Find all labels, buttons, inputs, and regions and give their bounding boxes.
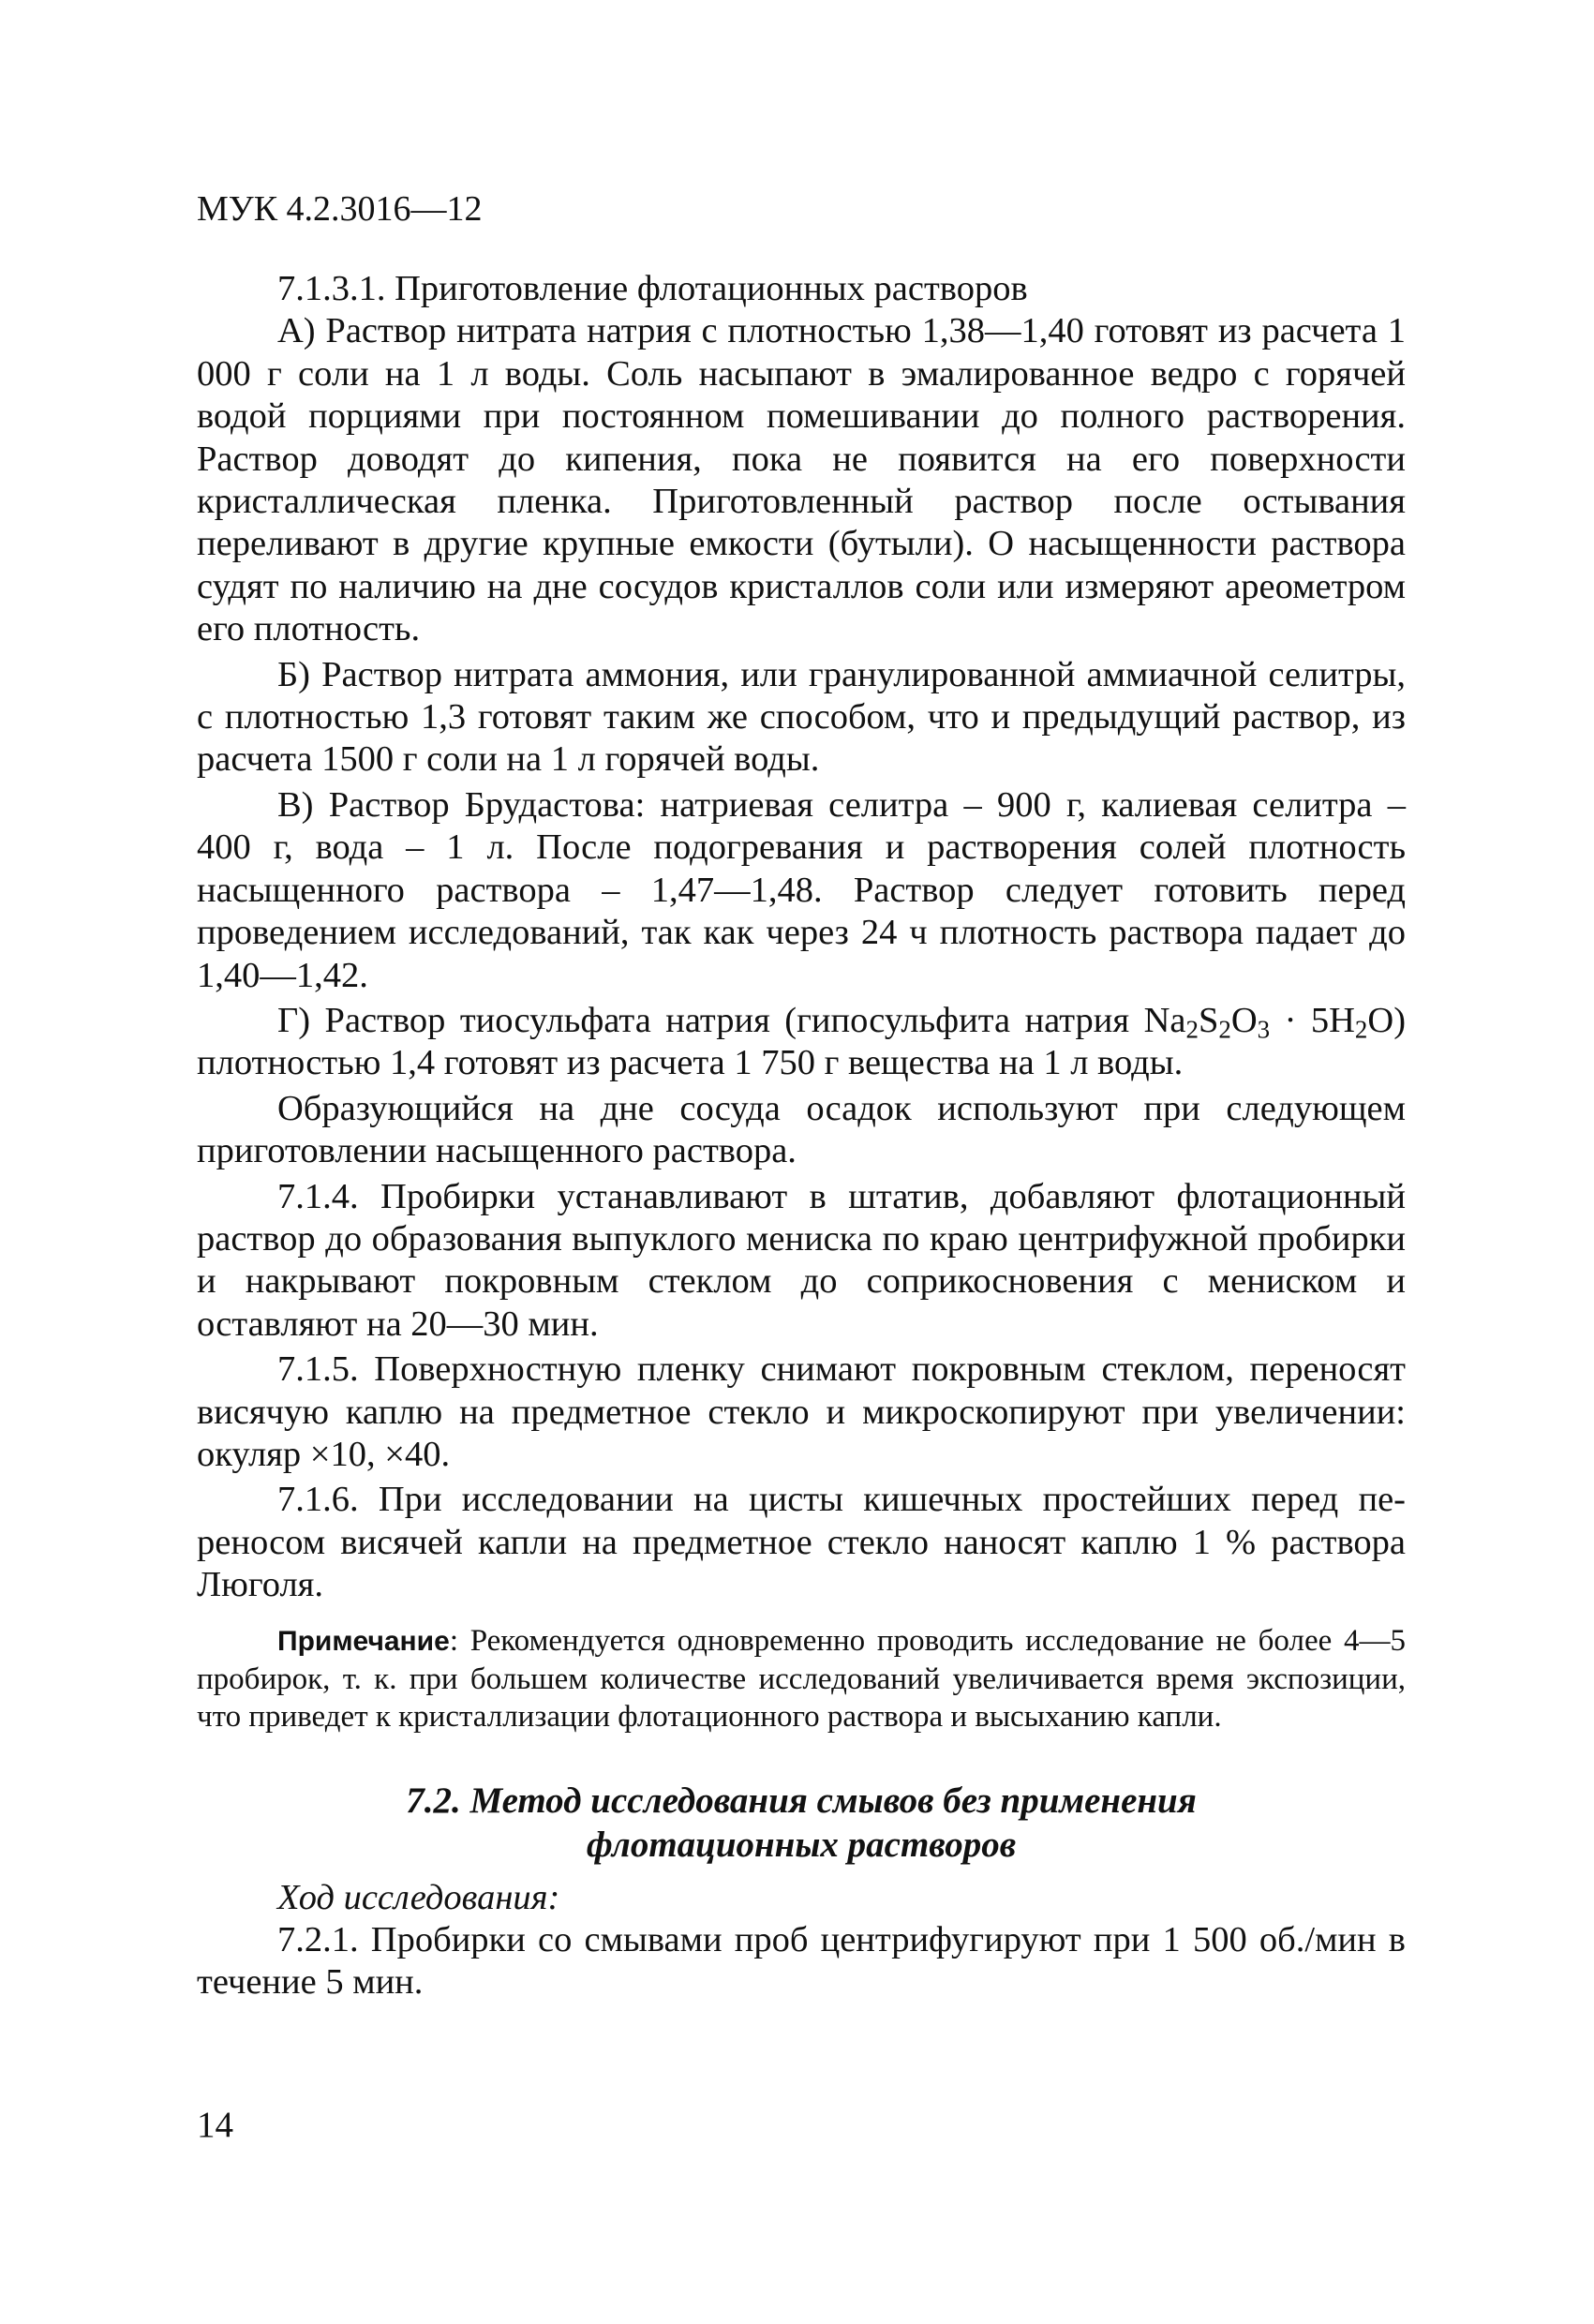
note-block <box>197 1622 1406 1736</box>
paragraph-a-sodium-nitrate: А) Раствор нитрата натрия с плотностью 1,38—1,40 готовят из расчета 1 000 г соли на 1 л воды. Соль насыпают в эмалированное ведро с горячей водой порциями при постоянном помешивании до полного растворения. Раствор доводят до кипения, пока не появится на его поверхности кристаллическая пленка. Приготовленный раствор после остывания переливают в другие крупные емкости (бутыли). О насыщенности раствора судят по наличию на дне сосудов кристаллов соли или измеряют ареометром его плотность. <box>197 311 1406 649</box>
section-7-2-title <box>197 1779 1406 1867</box>
paragraph-b-ammonium-nitrate: Б) Раствор нитрата аммония, или гранулированной аммиачной селитры, с плотностью 1,3 готовят таким же способом, что и предыдущий раствор, из расчета 1500 г соли на 1 л горячей воды. <box>197 654 1406 780</box>
note-text: : Рекомендуется одновременно проводить исследование не более 4—5 пробирок, т. к. при большем количестве исследований увеличивается время экспозиции, что приведет к кристаллизации флотационного раствора и высыханию капли. <box>197 1623 1406 1734</box>
formula-sub-1: 2 <box>1185 1015 1199 1044</box>
formula-sub-3: 3 <box>1257 1015 1271 1044</box>
formula-hydrate: · 5H <box>1270 1000 1355 1040</box>
paragraph-sediment: Образующийся на дне сосуда осадок используют при следующем приготовлении насыщенного раствора. <box>197 1088 1406 1171</box>
paragraph-v-brudastov-solution: В) Раствор Брудастова: натриевая селитра – 900 г, калиевая селитра – 400 г, вода – 1 л. После подогревания и растворения солей плотность насыщенного раствора – 1,47—1,48. Раствор следует готовить перед проведением исследований, так как через 24 ч плотность раствора падает до 1,40—1,42. <box>197 784 1406 995</box>
note-label: Примечание <box>277 1625 450 1657</box>
formula-sub-2: 2 <box>1218 1015 1231 1044</box>
formula-sub-4: 2 <box>1354 1015 1368 1044</box>
paragraph-g-thiosulfate <box>197 1000 1406 1085</box>
section-7-1-6: 7.1.6. При исследовании на цисты кишечных простейших перед переносом висячей капли на предметное стекло наносят каплю 1 % раствора Люголя. <box>197 1480 1406 1605</box>
document-code-header: МУК 4.2.3016—12 <box>197 189 483 229</box>
section-7-1-5: 7.1.5. Поверхностную пленку снимают покровным стеклом, переносят висячую каплю на предметное стекло и микроскопируют при увеличении: окуляр ×10, ×40. <box>197 1349 1406 1474</box>
section-7-1-3-1-heading: 7.1.3.1. Приготовление флотационных растворов <box>277 269 1028 308</box>
para-g-text-end: O) плотностью 1,4 готовят из расчета 1 750 г вещества на 1 л воды. <box>197 1000 1407 1083</box>
document-page <box>197 187 1406 2004</box>
procedure-subheading: Ход исследования: <box>277 1877 560 1917</box>
section-7-1-4: 7.1.4. Пробирки устанавливают в штатив, добавляют флотационный раствор до образования выпуклого мениска по краю центрифужной пробирки и накрывают покровным стеклом до соприкосновения с мениском и оставляют на 20—30 мин. <box>197 1176 1406 1344</box>
para-g-text-start: Г) Раствор тиосульфата натрия (гипосульфита натрия Na <box>277 1000 1186 1040</box>
section-7-2-title-line-2: флотационных растворов <box>586 1824 1017 1865</box>
formula-o: O <box>1230 1000 1258 1040</box>
formula-s: S <box>1198 1000 1219 1040</box>
section-7-2-title-line-1: 7.2. Метод исследования смывов без применения <box>406 1780 1197 1821</box>
page-number: 14 <box>197 2105 233 2145</box>
section-7-2-1: 7.2.1. Пробирки со смывами проб центрифугируют при 1 500 об./мин в течение 5 мин. <box>197 1919 1406 2002</box>
